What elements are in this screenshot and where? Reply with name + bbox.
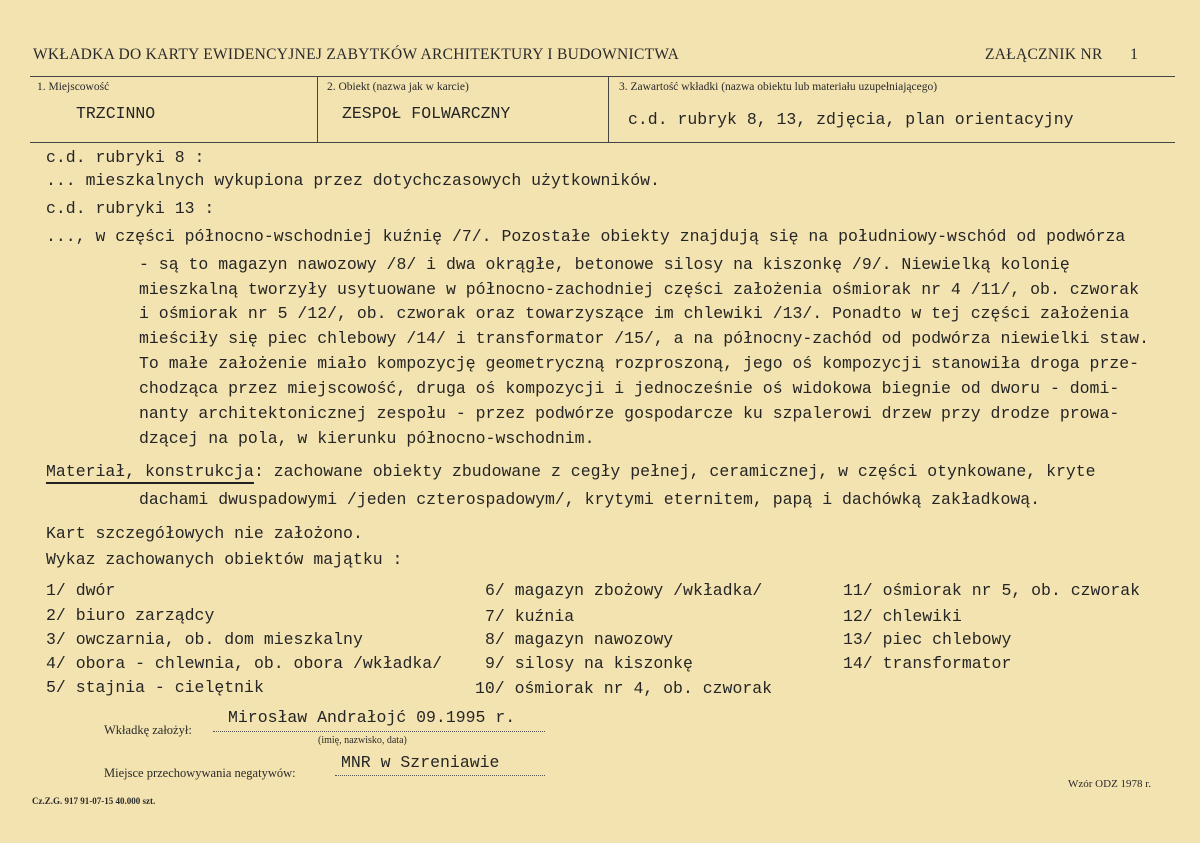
locality-label: 1. Miejscowość bbox=[37, 81, 110, 93]
form-title: WKŁADKA DO KARTY EWIDENCYJNEJ ZABYTKÓW ARCHITEKTURY I BUDOWNICTWA bbox=[33, 46, 680, 63]
inventory-item: 8/ magazyn nawozowy bbox=[485, 630, 674, 649]
inventory-item: 6/ magazyn zbożowy /wkładka/ bbox=[485, 581, 763, 600]
cd13-line-8: nanty architektonicznej zespołu - przez podwórze gospodarcze ku szpalerowi drzew przy drodze prowa- bbox=[139, 404, 1120, 423]
header-bottom-rule bbox=[30, 142, 1175, 143]
no-detail-cards: Kart szczegółowych nie założono. bbox=[46, 524, 363, 543]
cd13-line-2: - są to magazyn nawozowy /8/ i dwa okrągłe, betonowe silosy na kiszonkę /9/. Niewielką kolonię bbox=[139, 255, 1070, 274]
header-top-rule bbox=[30, 76, 1175, 77]
founder-hint: (imię, nazwisko, data) bbox=[318, 735, 407, 746]
inventory-item: 12/ chlewiki bbox=[843, 607, 962, 626]
storage-dotted-line bbox=[335, 775, 545, 776]
material-label: Materiał, konstrukcja bbox=[46, 462, 254, 484]
field-divider-1 bbox=[317, 76, 318, 142]
inventory-item: 13/ piec chlebowy bbox=[843, 630, 1012, 649]
attachment-label: ZAŁĄCZNIK NR bbox=[985, 46, 1103, 63]
material-line-1: : zachowane obiekty zbudowane z cegły pełnej, ceramicznej, w części otynkowane, kryte bbox=[253, 462, 1096, 481]
field-divider-2 bbox=[608, 76, 609, 142]
material-line-2: dachami dwuspadowymi /jeden czterospadowym/, krytymi eternitem, papą i dachówką zakładkową. bbox=[139, 490, 1041, 509]
cd13-line-5: mieściły się piec chlebowy /14/ i transformator /15/, a na północny-zachód od podwórza niewielki staw. bbox=[139, 329, 1149, 348]
inventory-item: 2/ biuro zarządcy bbox=[46, 606, 215, 625]
cd13-line-3: mieszkalną tworzyły usytuowane w północno-zachodniej części założenia ośmiorak nr 4 /11/, ob. czworak bbox=[139, 280, 1140, 299]
inventory-item: 7/ kuźnia bbox=[485, 607, 575, 626]
print-info: Cz.Z.G. 917 91-07-15 40.000 szt. bbox=[32, 796, 156, 806]
cd13-line-9: dzącej na pola, w kierunku północno-wschodnim. bbox=[139, 429, 595, 448]
content-label: 3. Zawartość wkładki (nazwa obiektu lub materiału uzupełniającego) bbox=[619, 81, 938, 93]
inventory-item: 11/ ośmiorak nr 5, ob. czworak bbox=[843, 581, 1141, 600]
cd13-heading: c.d. rubryki 13 : bbox=[46, 199, 215, 218]
founder-value: Mirosław Andrałojć 09.1995 r. bbox=[228, 708, 516, 727]
cd8-text: ... mieszkalnych wykupiona przez dotychczasowych użytkowników. bbox=[46, 171, 660, 190]
inventory-item: 5/ stajnia - cielętnik bbox=[46, 678, 264, 697]
material-heading bbox=[46, 462, 1096, 481]
inventory-item: 1/ dwór bbox=[46, 581, 116, 600]
object-value: ZESPOŁ FOLWARCZNY bbox=[342, 104, 511, 123]
cd13-line-1: ..., w części północno-wschodniej kuźnię /7/. Pozostałe obiekty znajdują się na południowy-wschód od podwórza bbox=[46, 227, 1126, 246]
inventory-item: 4/ obora - chlewnia, ob. obora /wkładka/ bbox=[46, 654, 443, 673]
cd8-heading: c.d. rubryki 8 : bbox=[46, 148, 205, 167]
storage-value: MNR w Szreniawie bbox=[341, 753, 500, 772]
inventory-item: 14/ transformator bbox=[843, 654, 1012, 673]
inventory-item: 3/ owczarnia, ob. dom mieszkalny bbox=[46, 630, 363, 649]
attachment-number: 1 bbox=[1130, 46, 1138, 63]
cd13-line-7: chodząca przez miejscowość, druga oś kompozycji i jednocześnie oś widokowa biegnie od dworu - domi- bbox=[139, 379, 1120, 398]
form-model: Wzór ODZ 1978 r. bbox=[1068, 778, 1152, 790]
cd13-line-6: To małe założenie miało kompozycję geometryczną rozproszoną, jego oś kompozycji stanowiła droga prze- bbox=[139, 354, 1140, 373]
founder-label: Wkładkę założył: bbox=[104, 723, 192, 737]
content-value: c.d. rubryk 8, 13, zdjęcia, plan orientacyjny bbox=[628, 110, 1074, 129]
inventory-heading: Wykaz zachowanych obiektów majątku : bbox=[46, 550, 403, 569]
inventory-item: 9/ silosy na kiszonkę bbox=[485, 654, 693, 673]
locality-value: TRZCINNO bbox=[76, 104, 156, 123]
storage-label: Miejsce przechowywania negatywów: bbox=[104, 766, 296, 780]
inventory-item: 10/ ośmiorak nr 4, ob. czworak bbox=[475, 679, 773, 698]
object-label: 2. Obiekt (nazwa jak w karcie) bbox=[327, 81, 469, 93]
cd13-line-4: i ośmiorak nr 5 /12/, ob. czworak oraz towarzyszące im chlewiki /13/. Ponadto w tej części założenia bbox=[139, 304, 1130, 323]
founder-dotted-line bbox=[213, 731, 545, 732]
